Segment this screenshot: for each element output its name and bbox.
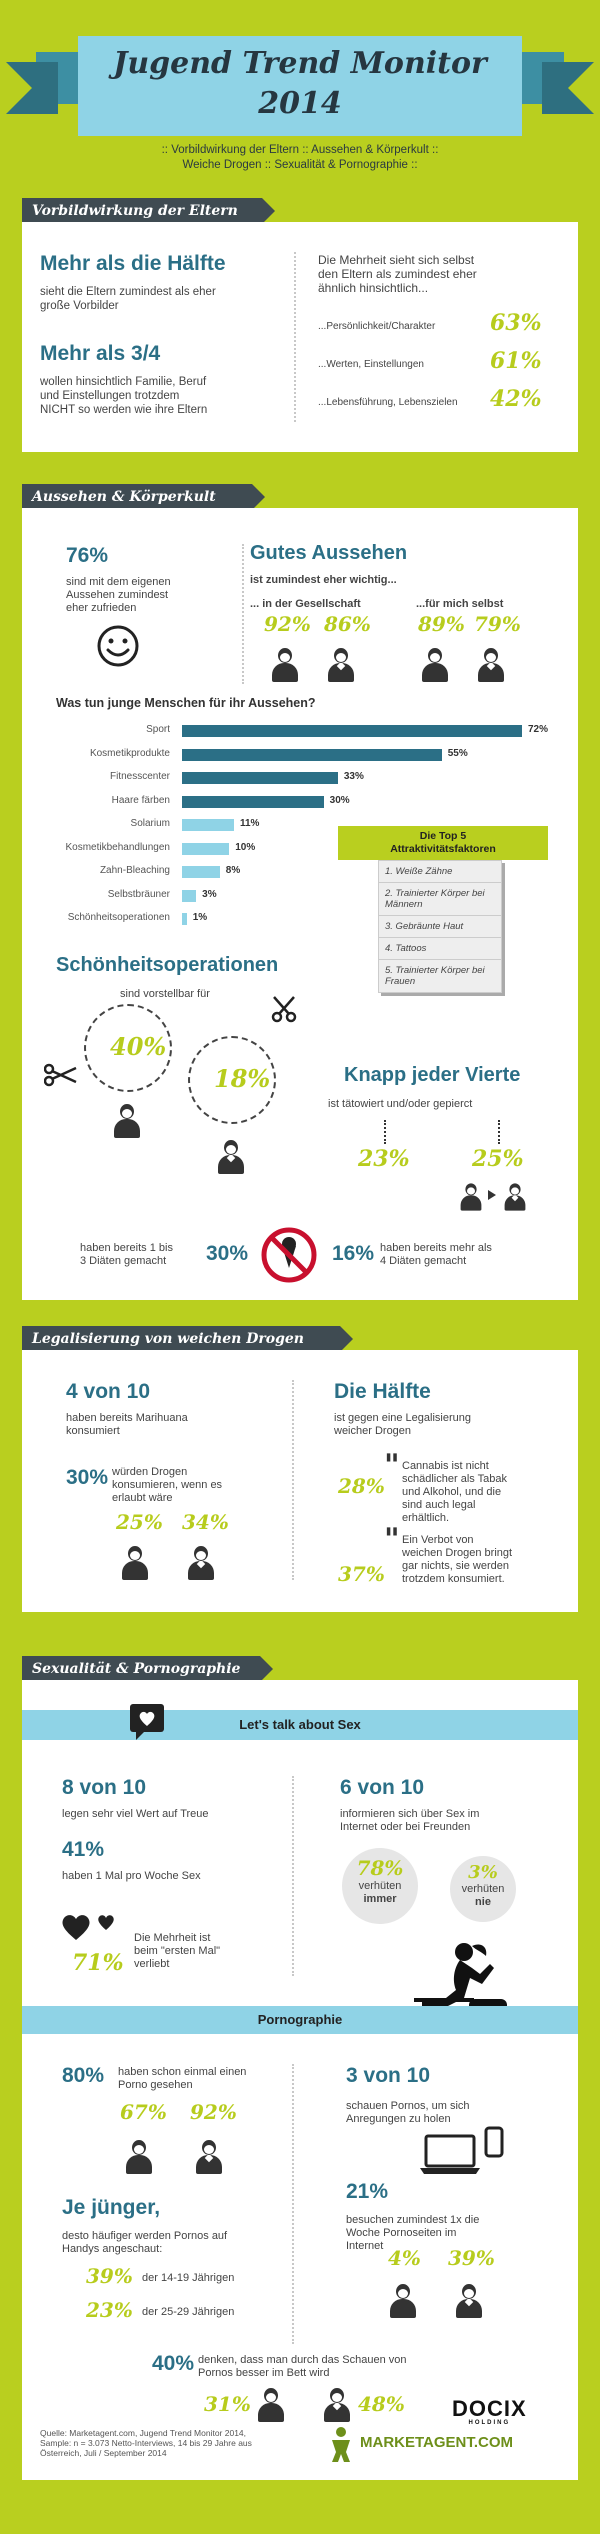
tattoo-title: Knapp jeder Vierte [344, 1064, 521, 1086]
eltern-divider [294, 252, 296, 422]
protect-never-value: 3% [468, 1862, 498, 1883]
protect-never-circle [450, 1856, 516, 1922]
age1-value: 39% [86, 2264, 133, 2288]
better-text-2: Pornos besser im Bett wird [198, 2367, 330, 2379]
laptop-phone-icon [418, 2126, 508, 2176]
love-text-2: beim "ersten Mal" [134, 1945, 221, 1957]
eltern-three-quarter-title: Mehr als 3/4 [40, 342, 161, 365]
protect-always-text-1: verhüten [358, 1880, 402, 1892]
bar [182, 725, 522, 737]
bar-value-label: 11% [239, 818, 260, 829]
bar [182, 819, 234, 831]
male-icon [478, 648, 504, 682]
quote-icon: " [384, 1522, 400, 1557]
diet-right-text-2: 4 Diäten gemacht [380, 1255, 467, 1267]
tattoo-male-value: 25% [472, 1146, 524, 1172]
inform-text-2: Internet oder bei Freunden [340, 1821, 471, 1833]
bar [182, 866, 220, 878]
bar-value-label: 1% [192, 912, 208, 923]
diet-right-value: 16% [332, 1242, 375, 1265]
dotted-line [384, 1120, 386, 1144]
protect-never-text-1: verhüten [461, 1883, 505, 1895]
drugs-q1-value: 28% [338, 1474, 385, 1498]
bar [182, 913, 187, 925]
eltern-three-quarter-text-2: und Einstellungen trotzdem [40, 390, 180, 402]
good-looks-title: Gutes Aussehen [250, 542, 408, 564]
drugs-q2-value: 37% [338, 1562, 385, 1586]
bar-value-label: 55% [447, 747, 468, 759]
self-male-value: 79% [474, 612, 521, 636]
female-icon [114, 1104, 140, 1138]
satisfied-text-3: eher zufrieden [66, 602, 137, 614]
scissors-icon [270, 994, 300, 1024]
seen-female: 67% [120, 2100, 167, 2124]
male-icon [218, 1140, 244, 1174]
self-female-value: 89% [418, 612, 465, 636]
marketagent-logo: MARKETAGENT.COM [360, 2434, 514, 2451]
weekly-site-text-3: Internet [346, 2240, 384, 2252]
scissors-icon [44, 1062, 78, 1088]
female-icon [126, 2140, 152, 2174]
drogen-divider [292, 1380, 294, 1580]
eltern-row-label: ...Persönlichkeit/Charakter [318, 321, 436, 332]
inspire-text-1: schauen Pornos, um sich [346, 2100, 470, 2112]
drugs-half-text-1: ist gegen eine Legalisierung [334, 1412, 471, 1424]
male-icon [324, 2388, 350, 2422]
title-ribbon [78, 36, 522, 136]
top5-item: 5. Trainierter Körper bei Frauen [385, 965, 485, 987]
bar-value-label: 3% [202, 888, 217, 900]
dotted-line [498, 1120, 500, 1144]
self-label: ...für mich selbst [416, 598, 504, 610]
seen-value: 80% [62, 2064, 105, 2087]
eltern-half-text-2: große Vorbilder [40, 300, 119, 312]
eltern-row-label: ...Lebensführung, Lebenszielen [318, 397, 458, 408]
section-label-sex: Sexualität & Pornographie [22, 1656, 260, 1682]
younger-title: Je jünger, [62, 2196, 161, 2219]
top5-title [338, 826, 548, 860]
seen-male: 92% [190, 2100, 237, 2124]
better-value: 40% [152, 2352, 195, 2375]
bar-label: Zahn-Bleaching [99, 865, 170, 876]
eltern-row-value: 42% [490, 386, 542, 412]
younger-text-2: Handys angeschaut: [62, 2243, 163, 2255]
eltern-similar-intro-1: Die Mehrheit sieht sich selbst [318, 253, 475, 267]
weekly-site-text-2: Woche Pornoseiten im [346, 2227, 457, 2239]
protect-never-text-2: nie [475, 1896, 491, 1908]
better-text-1: denken, dass man durch das Schauen von [198, 2354, 407, 2366]
eltern-half-text-1: sieht die Eltern zumindest als eher [40, 286, 216, 298]
section-label-aussehen: Aussehen & Körperkult [22, 484, 252, 510]
eltern-row-value: 63% [490, 310, 542, 336]
good-looks-sub: ist zumindest eher wichtig... [250, 574, 397, 586]
eltern-three-quarter-text-1: wollen hinsichtlich Familie, Beruf [40, 376, 207, 388]
panel-eltern [22, 222, 578, 452]
page-title: Jugend Trend Monitor [113, 46, 487, 81]
panel-sex [22, 1680, 578, 2480]
bar [182, 772, 338, 784]
male-icon [456, 2284, 482, 2318]
satisfied-text-1: sind mit dem eigenen [66, 576, 171, 588]
drugs-would-male: 34% [182, 1510, 229, 1534]
bar-label: Fitnesscenter [109, 771, 170, 782]
smiley-icon [96, 624, 140, 668]
bar-label: Schönheitsoperationen [67, 912, 170, 923]
surgery-sub: sind vorstellbar für [120, 988, 210, 1000]
bar-value-label: 72% [528, 724, 549, 735]
age2-value: 23% [86, 2298, 133, 2322]
marketagent-figure-icon [326, 2426, 356, 2462]
drugs-would-text-2: konsumieren, wenn es [112, 1479, 223, 1491]
weekly-site-value: 21% [346, 2180, 389, 2203]
bar-label: Solarium [130, 818, 170, 829]
source-line-3: Österreich, Juli / September 2014 [40, 2448, 167, 2458]
arrow-right-icon [488, 1190, 496, 1200]
protect-always-value: 78% [356, 1856, 404, 1880]
bar-value-label: 10% [235, 841, 256, 853]
bar-label: Sport [146, 724, 170, 735]
drugs-four-title: 4 von 10 [66, 1380, 151, 1403]
better-female: 31% [204, 2392, 251, 2416]
quote-icon: " [384, 1448, 400, 1483]
drugs-q1-text-3: und Alkohol, und die [402, 1486, 502, 1498]
top5-item: 3. Gebräunte Haut [379, 916, 501, 938]
hearts-icon [60, 1908, 120, 1944]
docix-logo [452, 2398, 527, 2426]
female-icon [390, 2284, 416, 2318]
eltern-half-title: Mehr als die Hälfte [40, 252, 226, 275]
female-icon [422, 648, 448, 682]
love-value: 71% [72, 1950, 124, 1976]
eltern-similar-intro-3: ähnlich hinsichtlich... [318, 281, 429, 295]
drugs-q2-text-3: gar nichts, sie werden [402, 1560, 509, 1572]
source-line-2: Sample: n = 3.073 Netto-Interviews, 14 bis 29 Jahre aus [40, 2438, 252, 2448]
love-text-1: Die Mehrheit ist [134, 1932, 211, 1944]
drugs-four-text-2: konsumiert [66, 1425, 120, 1437]
surgery-title: Schönheitsoperationen [56, 954, 279, 976]
tattoo-female-value: 23% [358, 1146, 410, 1172]
better-male: 48% [358, 2392, 405, 2416]
satisfied-value: 76% [66, 544, 109, 567]
younger-text-1: desto häufiger werden Pornos auf [62, 2230, 228, 2242]
drugs-half-text-2: weicher Drogen [334, 1425, 412, 1437]
protect-always-text-2: immer [363, 1893, 397, 1905]
drugs-q1-text-2: schädlicher als Tabak [402, 1473, 507, 1485]
panel-aussehen [22, 508, 578, 1300]
love-text-3: verliebt [134, 1958, 170, 1970]
seen-text-1: haben schon einmal einen [118, 2066, 247, 2078]
topics-line-1: :: Vorbildwirkung der Eltern :: Aussehen & Körperkult :: [161, 144, 439, 156]
drugs-q1-text-5: erhältlich. [402, 1512, 450, 1524]
drugs-q1-text-4: sind auch legal [402, 1499, 476, 1511]
age1-text: der 14-19 Jährigen [142, 2272, 235, 2284]
drugs-would-female: 25% [116, 1510, 163, 1534]
female-icon [461, 1183, 482, 1210]
male-icon [196, 2140, 222, 2174]
age2-text: der 25-29 Jährigen [142, 2306, 235, 2318]
panel-drogen [22, 1350, 578, 1612]
source-note [40, 2428, 252, 2458]
society-male-value: 86% [324, 612, 371, 636]
drugs-q2-text-4: trotzdem konsumiert. [402, 1573, 505, 1585]
society-label: ... in der Gesellschaft [250, 598, 361, 610]
drugs-q2-text-1: Ein Verbot von [402, 1534, 474, 1546]
top5-title-line-2: Attraktivitätsfaktoren [390, 843, 496, 855]
protect-always-circle [342, 1848, 418, 1924]
chart-question: Was tun junge Menschen für ihr Aussehen? [56, 696, 316, 710]
tattoo-sub: ist tätowiert und/oder gepierct [328, 1098, 473, 1110]
society-female-value: 92% [264, 612, 311, 636]
drugs-half-title: Die Hälfte [334, 1380, 431, 1403]
bar [182, 749, 442, 761]
inspire-title: 3 von 10 [346, 2064, 431, 2087]
docix-logo-sub: HOLDING [468, 2420, 511, 2426]
weekly-site-female: 4% [388, 2246, 421, 2270]
drugs-would-value: 30% [66, 1466, 109, 1489]
diet-right-text-1: haben bereits mehr als [380, 1242, 492, 1254]
surgery-female-value: 40% [110, 1032, 167, 1061]
no-ice-cream-icon [260, 1226, 318, 1284]
top5-item: 2. Trainierter Körper bei Männern [379, 883, 501, 916]
docix-logo-text: DOCIX [452, 2396, 527, 2421]
top5-list [378, 860, 502, 993]
drugs-q1-text-1: Cannabis ist nicht [402, 1460, 489, 1472]
female-icon [258, 2388, 284, 2422]
bar-label: Kosmetikbehandlungen [65, 841, 170, 853]
bar-value-label: 8% [225, 865, 241, 876]
satisfied-text-2: Aussehen zumindest [66, 589, 169, 601]
porn-divider [292, 2064, 294, 2344]
male-icon [328, 648, 354, 682]
eltern-similar-intro-2: den Eltern als zumindest eher [318, 267, 477, 281]
top5-item: 1. Weiße Zähne [379, 861, 501, 883]
page-title-year: 2014 [258, 86, 342, 121]
source-line-1: Quelle: Marketagent.com, Jugend Trend Monitor 2014, [40, 2428, 247, 2438]
inform-text-1: informieren sich über Sex im [340, 1808, 480, 1820]
inform-title: 6 von 10 [340, 1776, 425, 1799]
speech-heart-icon [128, 1702, 168, 1742]
bar-value-label: 33% [343, 771, 364, 782]
female-icon [122, 1546, 148, 1580]
drugs-four-text-1: haben bereits Marihuana [66, 1412, 188, 1424]
seen-text-2: Porno gesehen [118, 2079, 193, 2091]
topics-line-2: Weiche Drogen :: Sexualität & Pornographie :: [182, 159, 418, 171]
drugs-q2-text-2: weichen Drogen bringt [402, 1547, 513, 1559]
bar [182, 796, 324, 808]
weekly-sex-text: haben 1 Mal pro Woche Sex [62, 1870, 201, 1882]
drugs-would-text-3: erlaubt wäre [112, 1492, 173, 1504]
bar [182, 843, 229, 855]
eltern-row-value: 61% [490, 348, 542, 374]
male-icon [188, 1546, 214, 1580]
bar-label: Kosmetikprodukte [89, 747, 170, 759]
top5-item: 4. Tattoos [379, 938, 501, 960]
female-icon [272, 648, 298, 682]
weekly-sex-value: 41% [62, 1838, 105, 1861]
eltern-three-quarter-text-3: NICHT so werden wie ihre Eltern [40, 404, 208, 416]
bar-label: Haare färben [111, 794, 170, 806]
loyal-text: legen sehr viel Wert auf Treue [62, 1808, 209, 1820]
drugs-would-text-1: würden Drogen [112, 1466, 188, 1478]
surgery-male-value: 18% [214, 1064, 271, 1093]
diet-left-text-1: haben bereits 1 bis [80, 1242, 173, 1254]
eltern-row-label: ...Werten, Einstellungen [318, 359, 424, 370]
section-label-eltern: Vorbildwirkung der Eltern [22, 198, 262, 224]
top5-title-line-1: Die Top 5 [419, 830, 467, 842]
male-icon [505, 1183, 526, 1210]
inspire-text-2: Anregungen zu holen [346, 2113, 451, 2125]
weekly-site-text-1: besuchen zumindest 1x die [346, 2214, 480, 2226]
talk-about-sex-banner: Let's talk about Sex [22, 1710, 578, 1740]
bar-value-label: 30% [329, 794, 350, 806]
aussehen-divider [242, 544, 244, 684]
diet-left-text-2: 3 Diäten gemacht [80, 1255, 167, 1267]
loyal-title: 8 von 10 [62, 1776, 147, 1799]
sex-divider [292, 1776, 294, 1976]
bar-label: Selbstbräuner [107, 888, 170, 900]
weekly-site-male: 39% [448, 2246, 495, 2270]
bar [182, 890, 196, 902]
diet-left-value: 30% [206, 1242, 249, 1265]
section-label-drogen: Legalisierung von weichen Drogen [22, 1326, 340, 1352]
pornography-banner: Pornographie [22, 2006, 578, 2034]
